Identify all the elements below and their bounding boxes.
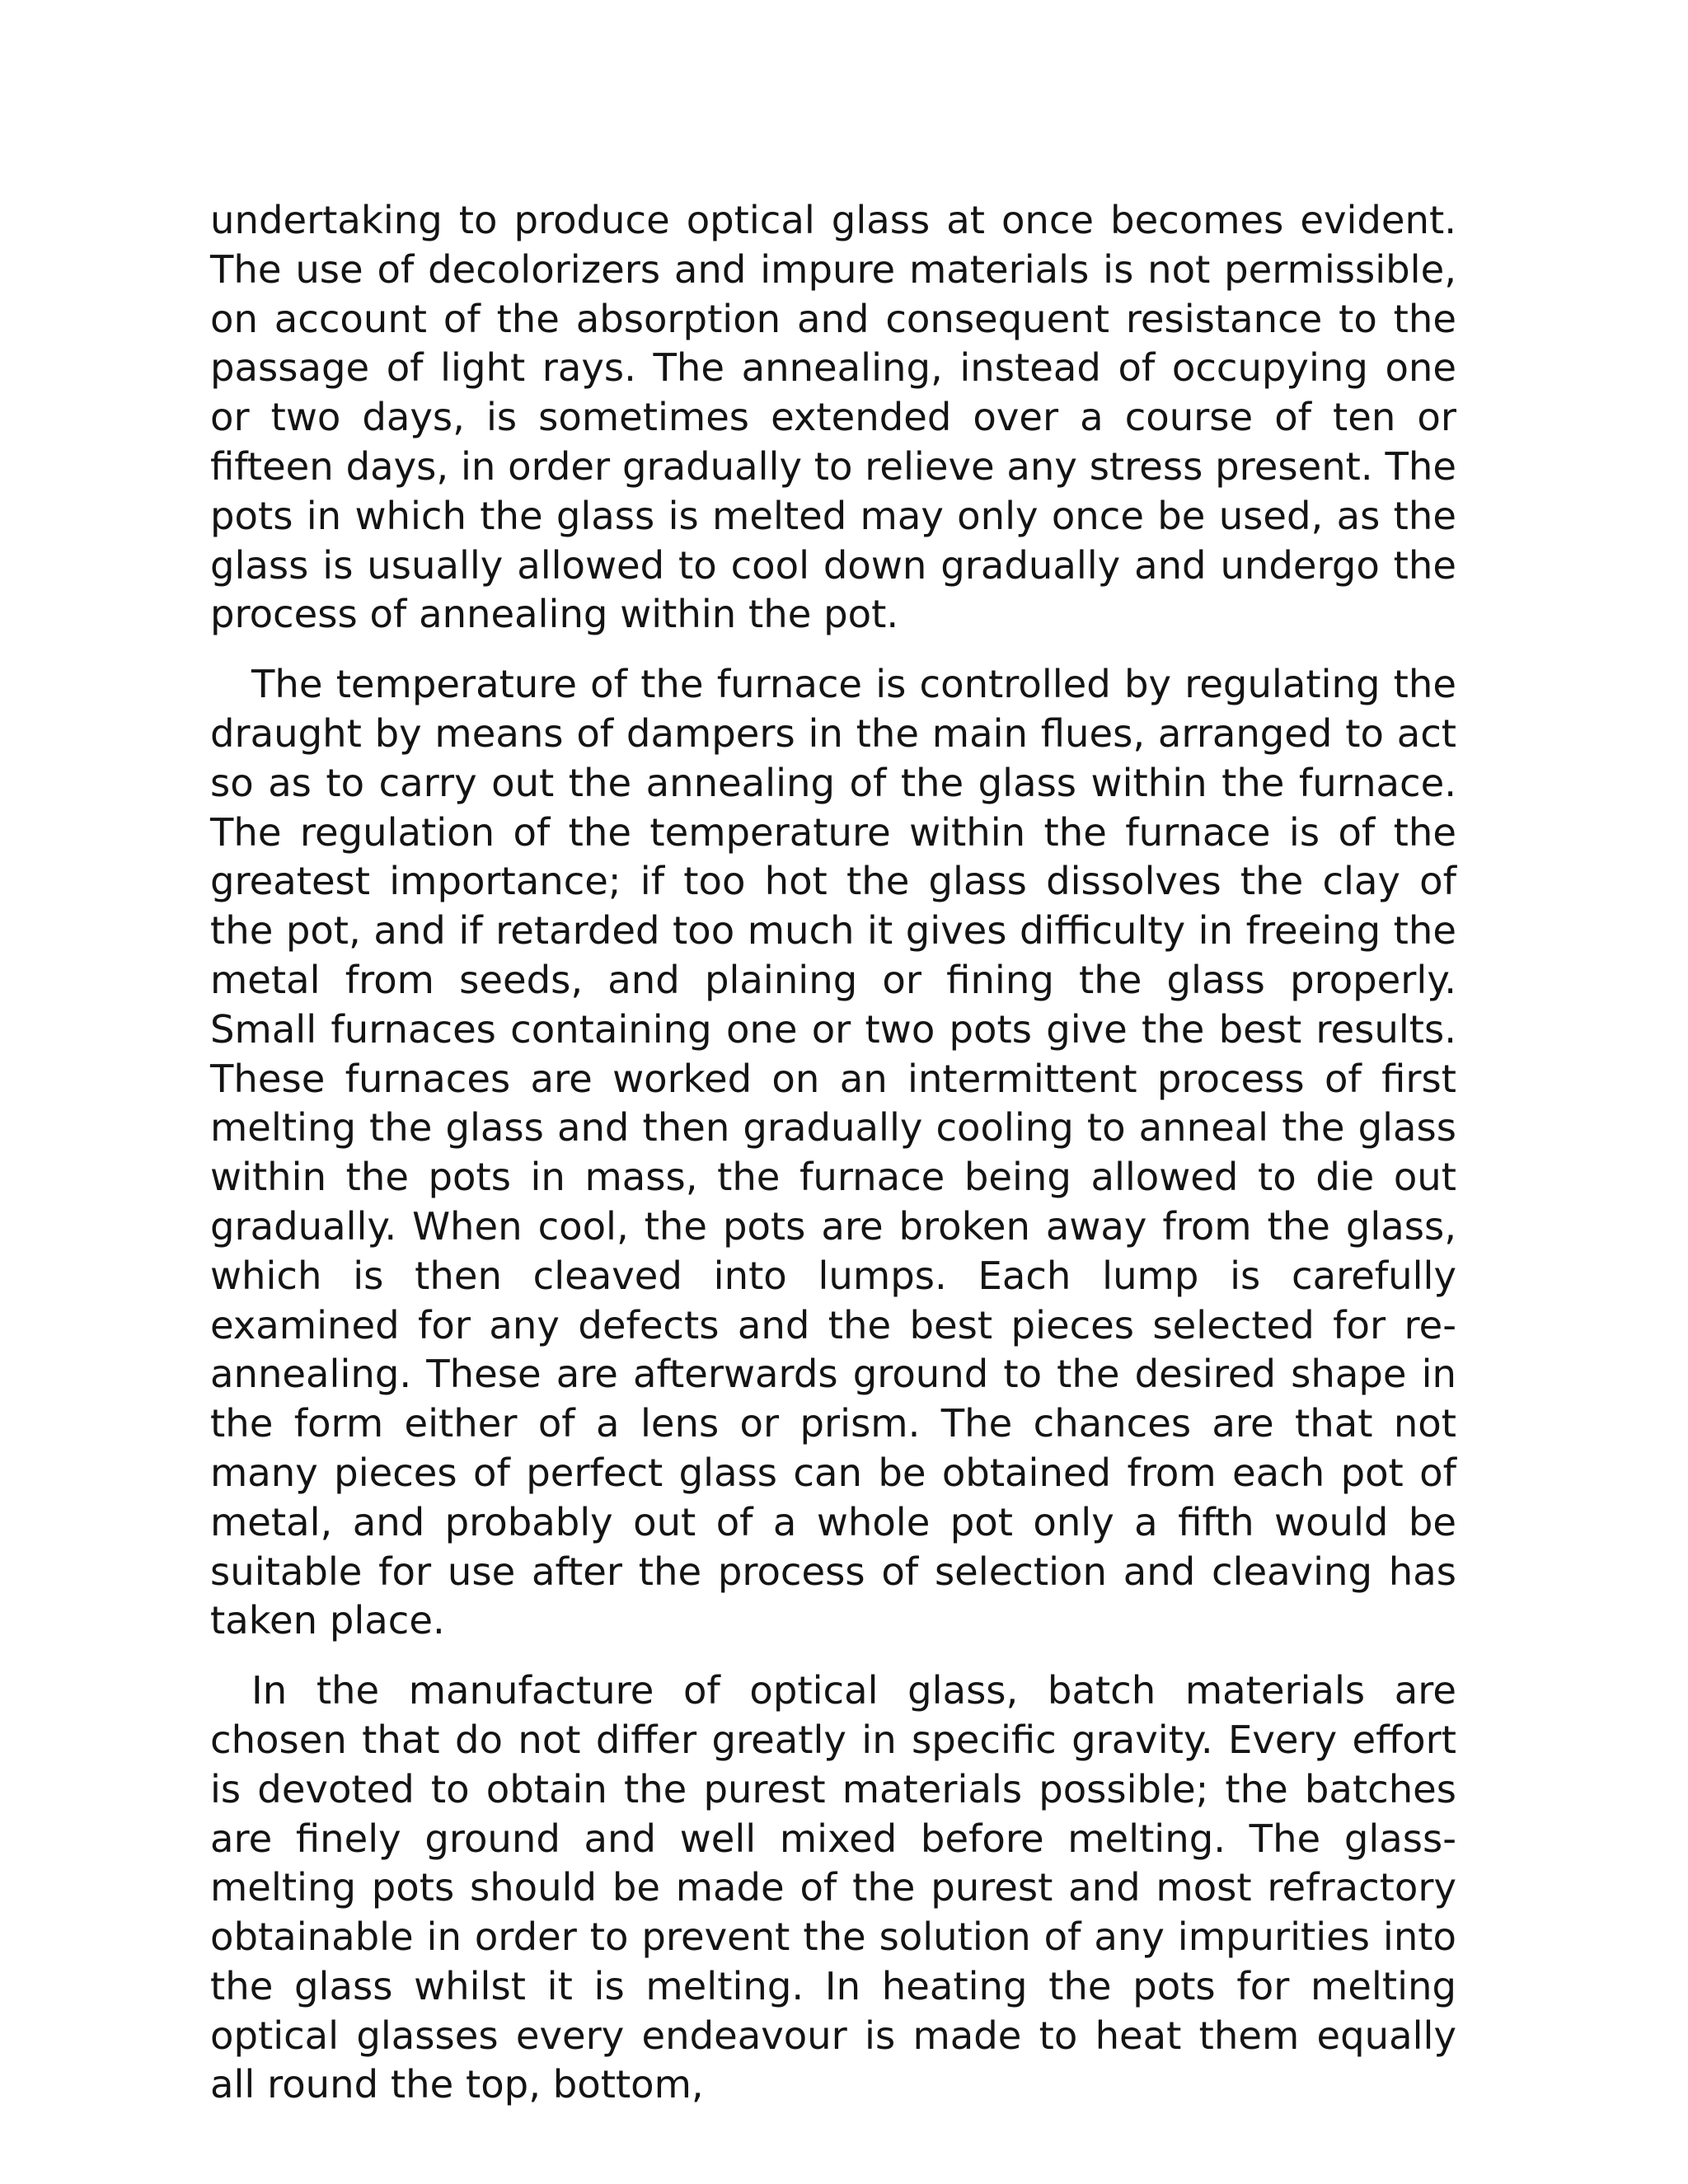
paragraph-1: undertaking to produce optical glass at once becomes evident. The use of decolorizers and impure materials is not permissible, on account of the absorption and consequent resistance to the passage of light rays. The annealing, instead of occupying one or two days, is sometimes extended over a course of ten or fifteen days, in order gradually to relieve any stress present. The pots in which the glass is melted may only once be used, as the glass is usually allowed to cool down gradually and undergo the process of annealing within the pot. — [210, 198, 1456, 637]
paragraph-2: The temperature of the furnace is controlled by regulating the draught by means of dampers in the main flues, arranged to act so as to carry out the annealing of the glass within the furnace. The regulation of the temperature within the furnace is of the greatest importance; if too hot the glass dissolves the clay of the pot, and if retarded too much it gives difficulty in freeing the metal from seeds, and plaining or fining the glass properly. Small furnaces containing one or two pots give the best results. These furnaces are worked on an intermittent process of first melting the glass and then gradually cooling to anneal the glass within the pots in mass, the furnace being allowed to die out gradually. When cool, the pots are broken away from the glass, which is then cleaved into lumps. Each lump is carefully examined for any defects and the best pieces selected for re-annealing. These are afterwards ground to the desired shape in the form either of a lens or prism. The chances are that not many pieces of perfect glass can be obtained from each pot of metal, and probably out of a whole pot only a fifth would be suitable for use after the process of selection and cleaving has taken place. — [210, 662, 1456, 1643]
paragraph-3: In the manufacture of optical glass, batch materials are chosen that do not differ greatly in specific gravity. Every effort is devoted to obtain the purest materials possible; the batches are finely ground and well mixed before melting. The glass-melting pots should be made of the purest and most refractory obtainable in order to prevent the solution of any impurities into the glass whilst it is melting. In heating the pots for melting optical glasses every endeavour is made to heat them equally all round the top, bottom, — [210, 1668, 1456, 2107]
document-page — [210, 196, 1456, 2110]
